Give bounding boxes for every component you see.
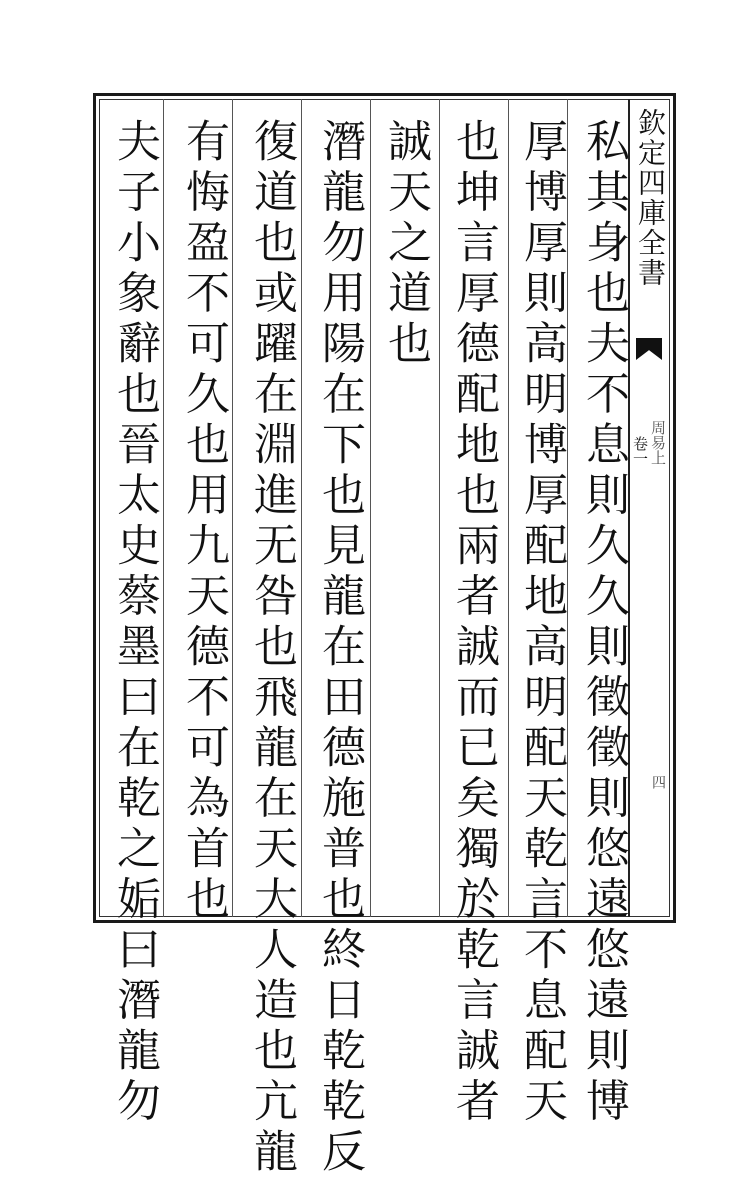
banner-title: 欽定四庫全書 xyxy=(634,108,667,288)
text-column-7: 有悔盈不可久也用九天德不可為首也 xyxy=(178,118,229,926)
column-rule xyxy=(232,99,233,917)
text-column-8: 夫子小象辭也晉太史蔡墨曰在乾之姤曰潛龍勿 xyxy=(109,118,160,1128)
text-column-6: 復道也或躍在淵進无咎也飛龍在天大人造也亢龍 xyxy=(246,118,297,1179)
column-rule xyxy=(370,99,371,917)
text-column-4: 誠天之道也 xyxy=(380,118,431,371)
page-number: 四 xyxy=(650,775,666,789)
column-rule xyxy=(301,99,302,917)
column-rule xyxy=(163,99,164,917)
text-column-2: 厚博厚則高明博厚配地高明配天乾言不息配天 xyxy=(516,118,567,1128)
text-column-1: 私其身也夫不息則久久則徵徵則悠遠悠遠則博 xyxy=(578,118,629,1128)
volume-label: 卷一 xyxy=(631,436,649,466)
text-column-3: 也坤言厚德配地也兩者誠而已矣獨於乾言誠者 xyxy=(448,118,499,1128)
text-column-5: 潛龍勿用陽在下也見龍在田德施普也終日乾乾反 xyxy=(314,118,365,1179)
column-rule xyxy=(439,99,440,917)
book-name: 周易上 xyxy=(649,420,667,465)
column-rule xyxy=(508,99,509,917)
